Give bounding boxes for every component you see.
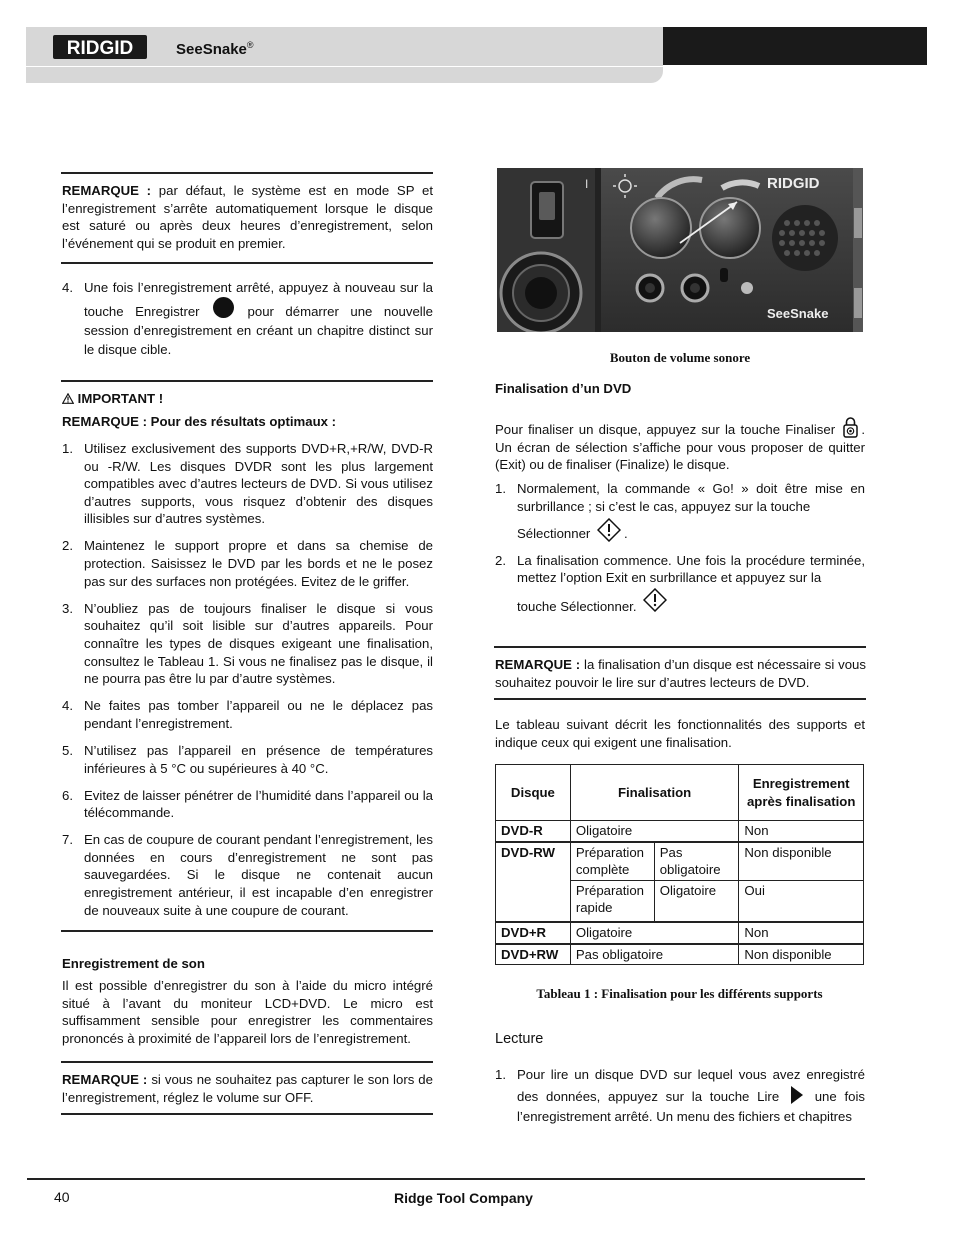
- important-subtitle: REMARQUE : Pour des résultats optimaux :: [62, 414, 337, 429]
- important-heading: IMPORTANT !: [62, 390, 163, 408]
- list-item: 4. Ne faites pas tomber l’appareil ou ne le déplacez pas pendant l’enregistrement.: [62, 698, 433, 731]
- rule: [61, 262, 433, 264]
- finalize-intro: Pour finaliser un disque, appuyez sur la touche Finaliser . Un écran de sélection s’affiche pour vous proposer de quitter (Exit) ou de finaliser (Finalize) le disque.: [495, 416, 865, 474]
- select-button-icon: [643, 588, 667, 612]
- volume-knob-photo: [497, 168, 863, 332]
- table-row: [496, 922, 864, 944]
- list-item: 2. La finalisation commence. Une fois la procédure terminée, mettez l’option Exit en surbrillance et appuyez sur la touche Sélectionner.: [495, 552, 865, 614]
- list-item: 2. Maintenez le support propre et dans sa chemise de protection. Saisissez le DVD par les bords et ne le posez pas sur des surfaces non protégées. Evitez de le griffer.: [62, 538, 433, 589]
- svg-text:RIDGID: RIDGID: [767, 175, 820, 192]
- header-black-block: [663, 27, 927, 65]
- important-list: [62, 440, 433, 919]
- rule: [494, 698, 866, 700]
- table-cell: Oligatoire: [570, 922, 739, 944]
- table-cell: Oligatoire: [654, 880, 739, 922]
- col-header-finalisation: Finalisation: [570, 765, 739, 821]
- finalize-heading: Finalisation d’un DVD: [495, 381, 632, 396]
- table-cell: Non disponible: [739, 944, 864, 965]
- list-item: 4. Une fois l’enregistrement arrêté, appuyez à nouveau sur la touche Enregistrer pour démarrer une nouvelle session d’enregistrement en créant un chapitre distinct sur le disque cible.: [62, 280, 433, 357]
- list-item: 7. En cas de coupure de courant pendant l’enregistrement, les données en cours d’enregistrement ne sont pas sauvegardées. Si le disque ne contenait aucun enregistrement antérieur, il est incapable d’en enregistrer de nouveaux suite à une coupure de courant.: [62, 832, 433, 918]
- header-stripe: [26, 66, 663, 67]
- col-header-enregistrement: Enregistrement après finalisation: [739, 765, 864, 821]
- table-cell: Non: [739, 922, 864, 944]
- finalize-lock-icon: [843, 416, 858, 438]
- note-sound-off: REMARQUE : si vous ne souhaitez pas capturer le son lors de l’enregistrement, réglez le volume sur OFF.: [62, 1072, 433, 1105]
- ridgid-logo: [53, 32, 147, 62]
- table-header-row: [496, 765, 864, 821]
- table-caption: Tableau 1 : Finalisation pour les différents supports: [536, 986, 823, 1001]
- table-cell: DVD+R: [496, 922, 571, 944]
- note-finalize-required: REMARQUE : la finalisation d’un disque est nécessaire si vous souhaitez pouvoir le lire sur d’autres lecteurs de DVD.: [495, 657, 866, 690]
- table-cell: Préparation rapide: [570, 880, 654, 922]
- sound-paragraph: Il est possible d’enregistrer du son à l’aide du micro intégré situé à l’avant du moniteur LCD+DVD. Le micro est suffisamment sensible pour enregistrer les commentaires prononcés à proximité de l’appareil lors de l’enregistrement.: [62, 978, 433, 1046]
- table-cell: Pas obligatoire: [654, 842, 739, 881]
- table-intro: Le tableau suivant décrit les fonctionnalités des supports et indique ceux qui exigent une finalisation.: [495, 717, 865, 750]
- table-cell: Non disponible: [739, 842, 864, 881]
- select-button-icon: [597, 518, 621, 542]
- table-cell: DVD+RW: [496, 944, 571, 965]
- list-item: 1. Utilisez exclusivement des supports DVD+R,+R/W, DVD-R ou -R/W. Les disques DVDR sont les plus largement compatibles avec d’autres lecteurs de DVD. Si vous utilisez d’autres supports, vous risquez d’obtenir des disques illisibles sur d’autres systèmes.: [62, 441, 433, 527]
- table-row: [496, 842, 864, 881]
- list-item: 1. Normalement, la commande « Go! » doit être mise en surbrillance ; si c’est le cas, appuyez sur la touche Sélectionner .: [495, 481, 865, 542]
- table-cell: Préparation complète: [570, 842, 654, 881]
- table-cell: DVD-RW: [496, 842, 571, 922]
- warning-icon: [62, 393, 74, 404]
- col-header-disque: Disque: [496, 765, 571, 821]
- rule: [61, 172, 433, 174]
- sound-heading: Enregistrement de son: [62, 956, 205, 971]
- footer-rule: [27, 1178, 865, 1180]
- play-icon: [790, 1085, 804, 1105]
- table-row: [496, 944, 864, 965]
- finalize-steps: [495, 480, 865, 616]
- playback-list: [495, 1065, 865, 1127]
- rule: [61, 1113, 433, 1115]
- record-button-icon: [213, 297, 234, 318]
- table-cell: DVD-R: [496, 821, 571, 842]
- list-item: 6. Evitez de laisser pénétrer de l’humidité dans l’appareil ou la télécommande.: [62, 787, 433, 821]
- product-name: SeeSnake®: [176, 40, 254, 58]
- note-default-mode: REMARQUE : par défaut, le système est en mode SP et l’enregistrement s’arrête automatiquement lorsque le disque est saturé ou après deux heures d’enregistrement, selon l’événement qui se produit en premier.: [62, 183, 433, 251]
- table-cell: Oligatoire: [570, 821, 739, 842]
- list-item: 3. N’oubliez pas de toujours finaliser le disque si vous souhaitez qu’il soit lisible sur d’autres appareils. Pour connaître les types de disques exigeant une finalisation, consultez le Tableau 1. Si vous ne finalisez pas le disque, il ne pourra pas être lu par d’autre systèmes.: [62, 600, 433, 687]
- company-name: Ridge Tool Company: [394, 1190, 533, 1206]
- svg-text:I: I: [585, 177, 589, 191]
- page-number: 40: [54, 1189, 70, 1205]
- svg-text:RIDGID: RIDGID: [66, 38, 134, 59]
- table-cell: Non: [739, 821, 864, 842]
- svg-text:SeeSnake: SeeSnake: [767, 306, 829, 321]
- step-4-list: [62, 278, 433, 359]
- rule: [61, 930, 433, 932]
- list-item: 1. Pour lire un disque DVD sur lequel vous avez enregistré des données, appuyez sur la touche Lire une fois l’enregistrement arrêté. Un menu des fichiers et chapitres: [495, 1067, 865, 1124]
- rule: [61, 1061, 433, 1063]
- list-item: 5. N’utilisez pas l’appareil en présence de températures inférieures à 5 °C ou supérieures à 40 °C.: [62, 742, 433, 776]
- finalization-table: [495, 764, 864, 965]
- photo-caption: Bouton de volume sonore: [609, 350, 751, 365]
- table-row: [496, 821, 864, 842]
- table-cell: Oui: [739, 880, 864, 922]
- rule: [61, 380, 433, 382]
- rule: [494, 646, 866, 648]
- playback-heading: Lecture: [495, 1031, 544, 1047]
- table-cell: Pas obligatoire: [570, 944, 739, 965]
